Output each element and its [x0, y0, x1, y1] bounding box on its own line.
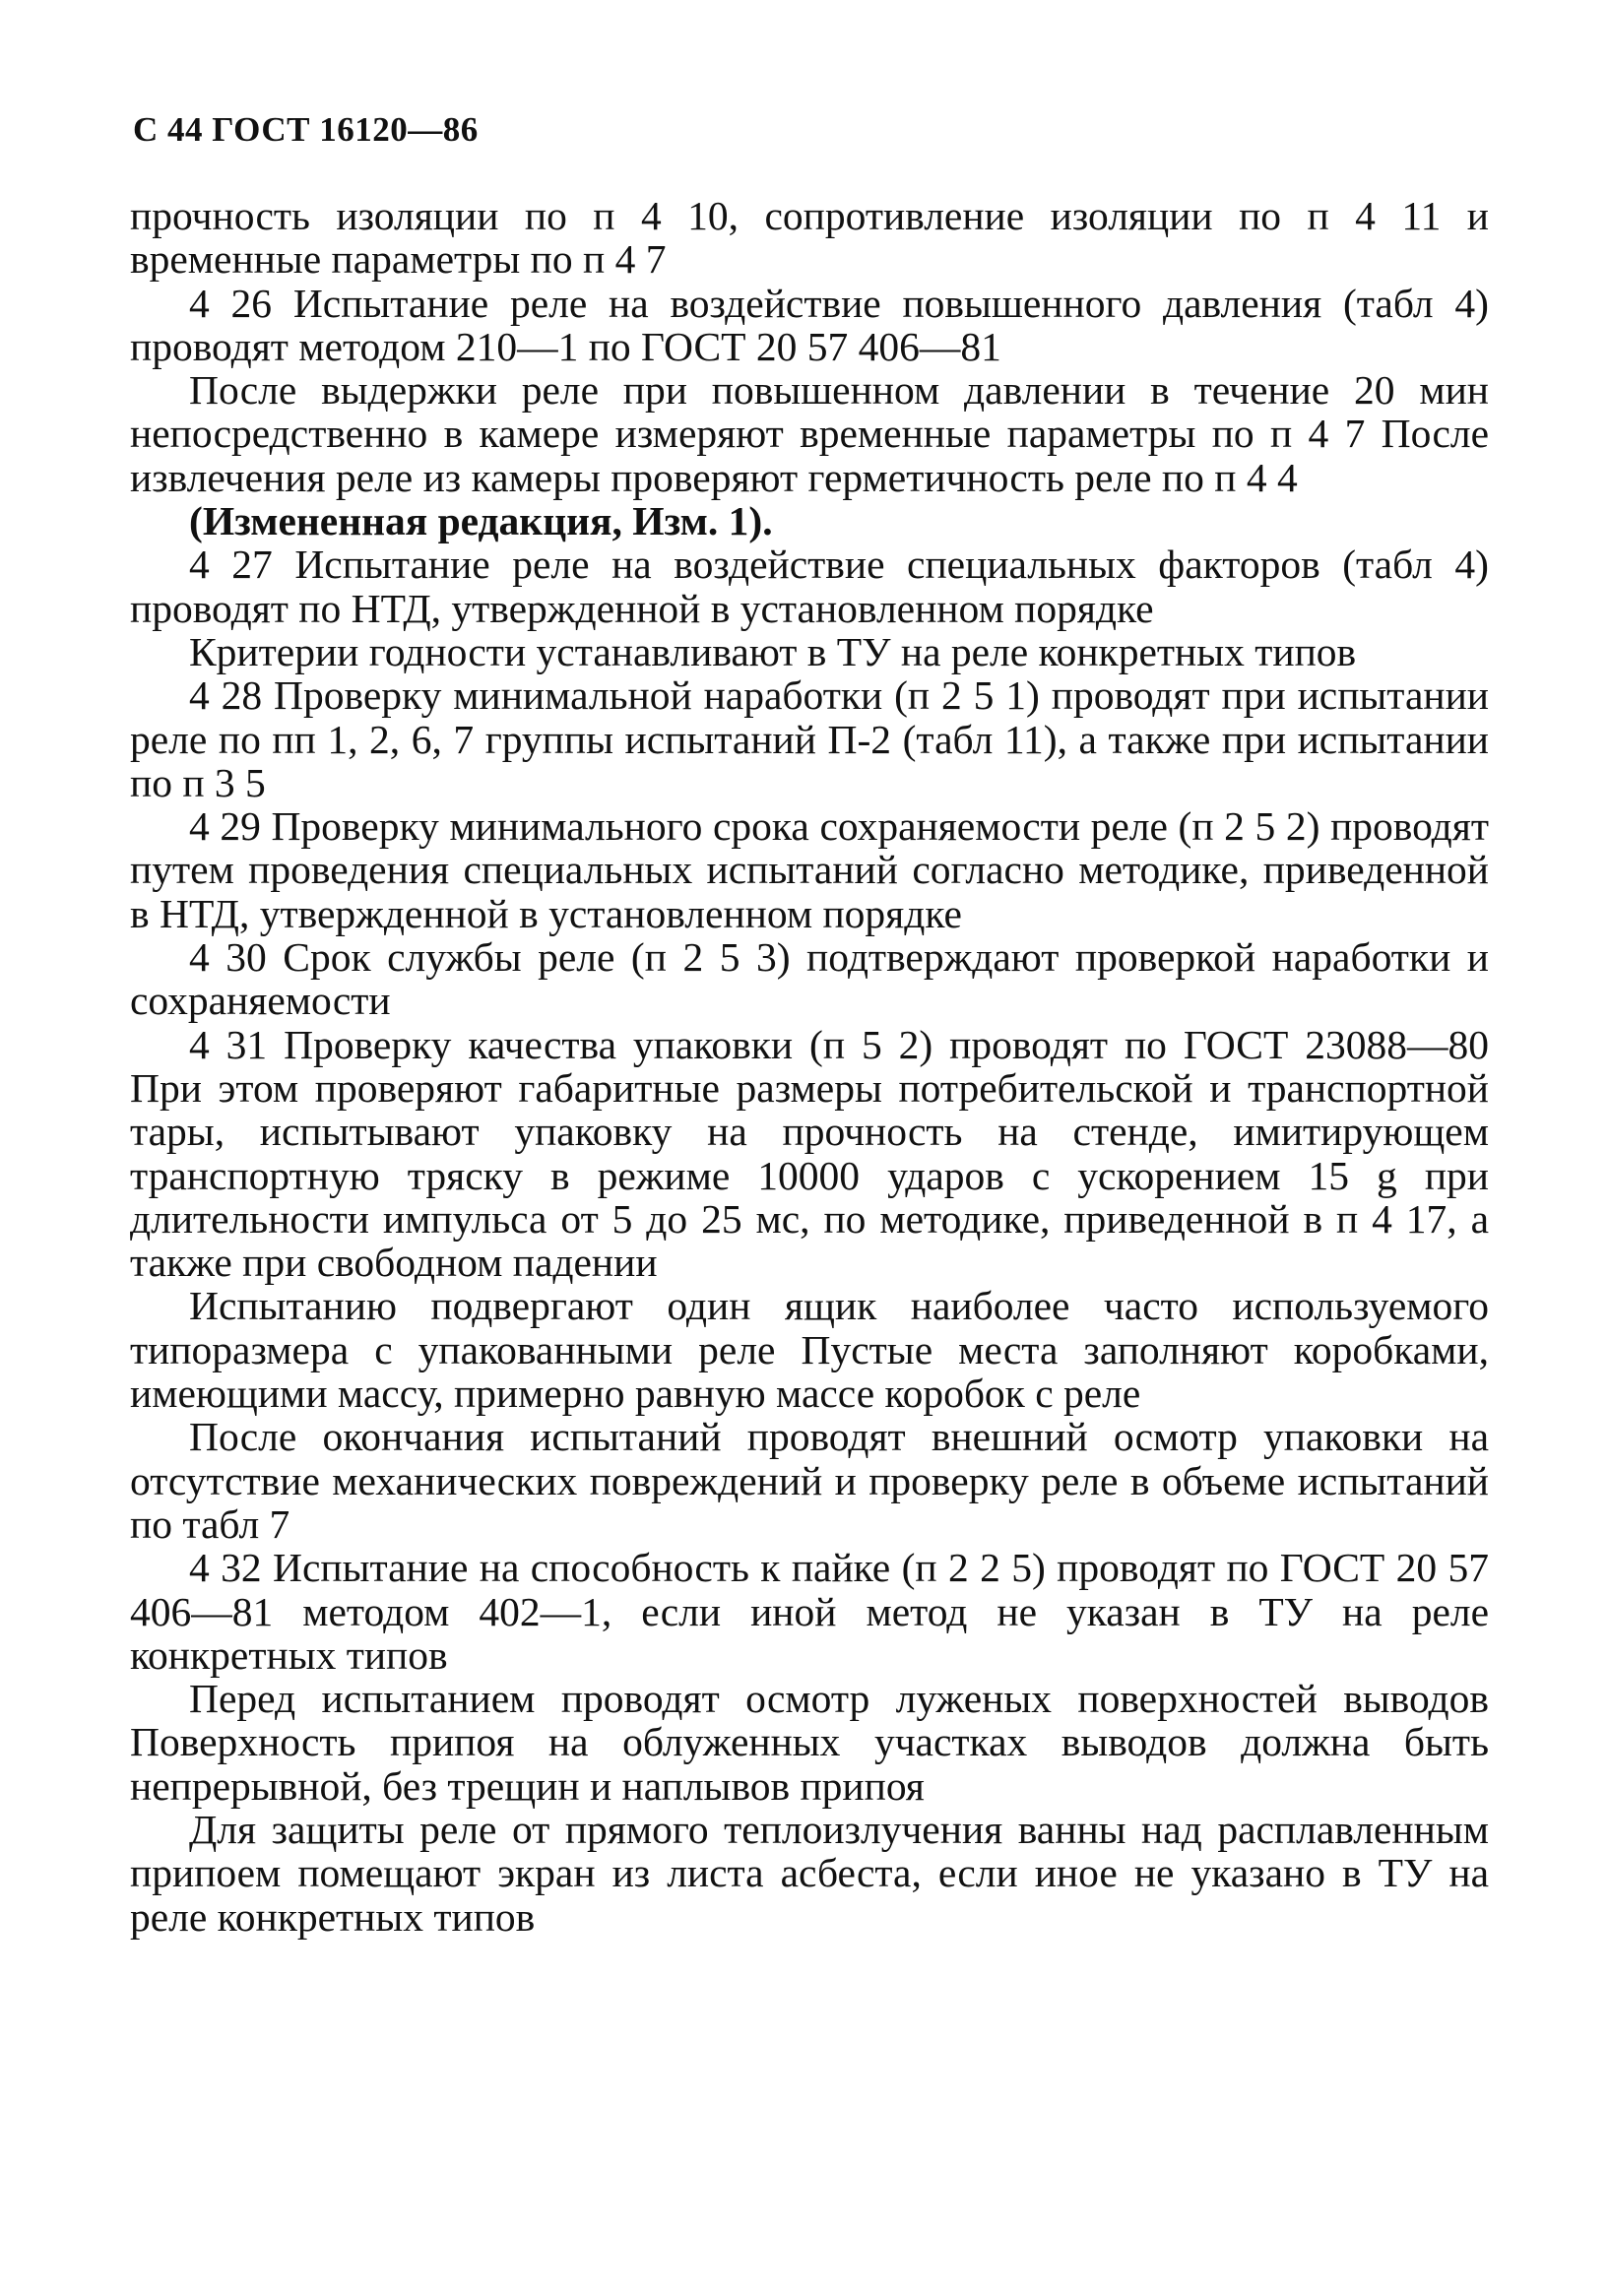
paragraph-4-28: 4 28 Проверку минимальной наработки (п 2 5 1) проводят при испытании реле по пп 1, 2, 6, 7 группы испытаний П-2 (табл 11), а также при испытании по п 3 5 [130, 672, 1489, 805]
paragraph-4-30: 4 30 Срок службы реле (п 2 5 3) подтверждают проверкой наработки и сохраняемости [130, 934, 1489, 1024]
amendment-note: (Измененная редакция, Изм. 1). [189, 498, 773, 544]
paragraph-4-26: 4 26 Испытание реле на воздействие повышенного давления (табл 4) проводят методом 210—1 по ГОСТ 20 57 406—81 [130, 280, 1489, 369]
paragraph-heat-shield: Для защиты реле от прямого теплоизлучения ванны над расплавленным припоем помещают экран из листа асбеста, если иное не указано в ТУ на реле конкретных типов [130, 1806, 1489, 1940]
paragraph-continuation: прочность изоляции по п 4 10, сопротивление изоляции по п 4 11 и временные параметры по п 4 7 [130, 193, 1489, 283]
paragraph-tinned-surfaces: Перед испытанием проводят осмотр луженых поверхностей выводов Поверхность припоя на облуженных участках выводов должна быть непрерывной, без трещин и наплывов припоя [130, 1676, 1489, 1809]
paragraph-4-27: 4 27 Испытание реле на воздействие специальных факторов (табл 4) проводят по НТД, утвержденной в установленном порядке [130, 542, 1489, 631]
paragraph-4-32: 4 32 Испытание на способность к пайке (п 2 2 5) проводят по ГОСТ 20 57 406—81 методом 402—1, если иной метод не указан в ТУ на реле конкретных типов [130, 1545, 1489, 1678]
page-header: С 44 ГОСТ 16120—86 [133, 110, 479, 149]
paragraph-4-31: 4 31 Проверку качества упаковки (п 5 2) проводят по ГОСТ 23088—80 При этом проверяют габаритные размеры потребительской и транспортной тары, испытывают упаковку на прочность на стенде, имитирующем транспортную тряску в режиме 10000 ударов с ускорением 15 g при длительности импульса от 5 до 25 мс, по методике, приведенной в п 4 17, а также при свободном падении [130, 1021, 1489, 1286]
paragraph-pressure-exposure: После выдержки реле при повышенном давлении в течение 20 мин непосредственно в камере измеряют временные параметры по п 4 7 После извлечения реле из камеры проверяют герметичность реле по п 4 4 [130, 367, 1489, 500]
paragraph-box-test: Испытанию подвергают один ящик наиболее часто используемого типоразмера с упакованными реле Пустые места заполняют коробками, имеющими массу, примерно равную массе коробок с реле [130, 1283, 1489, 1417]
document-body [130, 194, 1489, 1939]
paragraph-inspection: После окончания испытаний проводят внешний осмотр упаковки на отсутствие механических повреждений и проверку реле в объеме испытаний по табл 7 [130, 1414, 1489, 1547]
paragraph-criteria: Критерии годности устанавливают в ТУ на реле конкретных типов [189, 628, 1357, 674]
paragraph-4-29: 4 29 Проверку минимального срока сохраняемости реле (п 2 5 2) проводят путем проведения специальных испытаний согласно методике, приведенной в НТД, утвержденной в установленном порядке [130, 803, 1489, 936]
